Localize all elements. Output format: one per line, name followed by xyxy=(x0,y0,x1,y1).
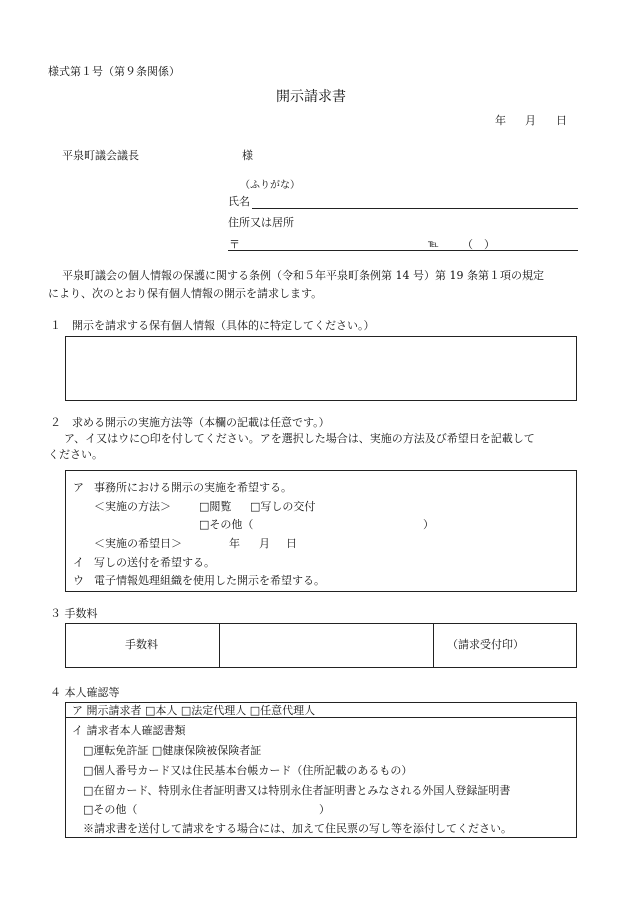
section2-heading: ２ 求める開示の実施方法等（本欄の記載は任意です。） xyxy=(50,416,330,429)
preferred-date-year: 年 xyxy=(229,537,240,550)
preferred-date-label: ＜実施の希望日＞ xyxy=(94,537,182,550)
name-label: 氏名 xyxy=(228,195,250,208)
date-month-label: 月 xyxy=(525,114,536,127)
section2-note-line-1: ア、イ又はウに○印を付してください。アを選択した場合は、実施の方法及び希望日を記載して xyxy=(64,432,535,445)
date-year-label: 年 xyxy=(495,114,506,127)
fee-label: 手数料 xyxy=(125,638,158,651)
intro-line-1: 平泉町議会の個人情報の保護に関する条例（令和５年平泉町条例第 14 号）第 19 条第１項の規定 xyxy=(62,269,544,282)
section1-heading: １ 開示を請求する保有個人情報（具体的に特定してください。） xyxy=(50,319,375,332)
preferred-date-month: 月 xyxy=(259,537,270,550)
addressee-honorific: 様 xyxy=(242,149,253,162)
option-copy-checkbox[interactable]: □写しの交付 xyxy=(250,500,316,513)
postal-mark: 〒 xyxy=(229,238,240,251)
addressee-name: 平泉町議会議長 xyxy=(62,149,139,162)
option-view-checkbox[interactable]: □閲覧 xyxy=(199,500,232,513)
address-label: 住所又は居所 xyxy=(228,216,294,229)
identity-doc-option-other[interactable]: □その他（ xyxy=(83,803,138,816)
section3-heading: ３ 手数料 xyxy=(50,607,98,620)
intro-line-2: により、次のとおり保有個人情報の開示を請求します。 xyxy=(48,287,323,300)
identity-doc-option-1[interactable]: □運転免許証 □健康保険被保険者証 xyxy=(83,744,262,757)
section2-note-line-2: ください。 xyxy=(48,448,103,461)
identity-doc-option-2[interactable]: □個人番号カード又は住民基本台帳カード（住所記載のあるもの） xyxy=(83,764,413,777)
requester-type-row[interactable]: ア 開示請求者 □本人 □法定代理人 □任意代理人 xyxy=(72,704,316,717)
option-other-checkbox[interactable]: □その他（ xyxy=(199,518,254,531)
form-number: 様式第１号（第９条関係） xyxy=(48,65,180,78)
option-a-label: ア xyxy=(73,481,84,494)
method-label: ＜実施の方法＞ xyxy=(94,500,171,513)
name-field-line[interactable] xyxy=(252,208,578,209)
requested-info-box[interactable] xyxy=(65,336,577,401)
page-title: 開示請求書 xyxy=(276,89,346,105)
fee-table-divider-2 xyxy=(433,623,434,668)
identity-doc-option-other-close: ） xyxy=(319,803,330,816)
identity-docs-heading: イ 請求者本人確認書類 xyxy=(72,724,186,737)
tel-paren: （ ） xyxy=(462,238,495,251)
option-u-label: ウ xyxy=(73,574,84,587)
option-u-text: 電子情報処理組織を使用した開示を希望する。 xyxy=(94,574,325,587)
preferred-date-day: 日 xyxy=(286,537,297,550)
section4-heading: ４ 本人確認等 xyxy=(50,686,120,699)
mail-request-note: ※請求書を送付して請求をする場合には、加えて住民票の写し等を添付してください。 xyxy=(83,822,512,835)
option-i-label: イ xyxy=(73,556,84,569)
fee-amount-cell[interactable] xyxy=(220,624,432,667)
address-field-line[interactable] xyxy=(228,250,578,251)
identity-doc-option-3[interactable]: □在留カード、特別永住者証明書又は特別永住者証明書とみなされる外国人登録証明書 xyxy=(83,784,511,797)
furigana-label: （ふりがな） xyxy=(240,180,300,191)
tel-label: ℡ xyxy=(428,239,439,250)
option-i-text: 写しの送付を希望する。 xyxy=(94,556,215,569)
option-other-close: ） xyxy=(423,518,434,531)
receipt-stamp-label: （請求受付印） xyxy=(447,638,524,651)
date-day-label: 日 xyxy=(556,114,567,127)
option-a-text: 事務所における開示の実施を希望する。 xyxy=(94,481,292,494)
